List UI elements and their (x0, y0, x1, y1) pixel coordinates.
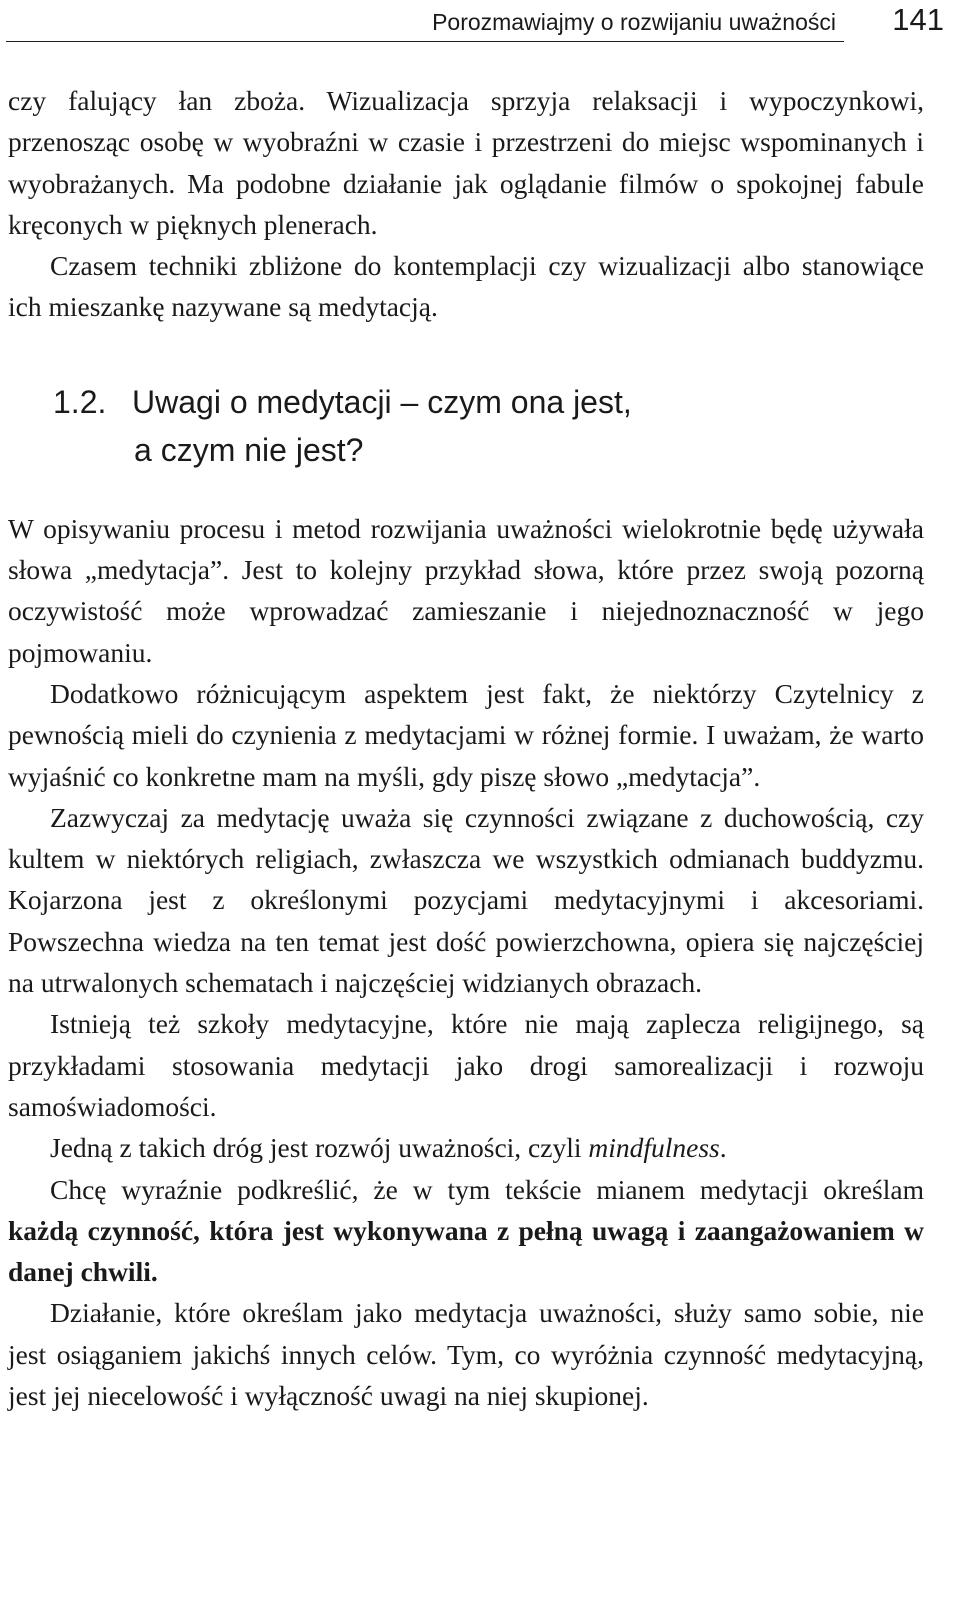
page-number: 141 (892, 2, 944, 37)
paragraph: Działanie, które określam jako medytacja uważności, służy samo sobie, nie jest osiąganiem jakichś innych celów. Tym, co wyróżnia czynność medytacyjną, jest jej niecelowość i wyłączność uwagi na niej skupionej. (8, 1297, 924, 1412)
paragraph: Czasem techniki zbliżone do kontemplacji czy wizualizacji albo stanowiące ich mieszankę nazywane są medytacją. (8, 250, 924, 323)
section-heading (53, 378, 924, 474)
header-rule (6, 41, 844, 42)
running-head (6, 0, 954, 42)
body-text (8, 80, 924, 1416)
bold-definition: każdą czynność, która jest wykonywana z pełną uwagą i zaangażowaniem w danej chwili. (8, 1214, 924, 1288)
paragraph-text: Jedną z takich dróg jest rozwój uważności, czyli (50, 1132, 589, 1164)
paragraph-continuation: czy falujący łan zboża. Wizualizacja sprzyja relaksacji i wypoczynkowi, przenosząc osobę w wyobraźni w czasie i przestrzeni do miejsc wspominanych i wyobrażanych. Ma podobne działanie jak oglądanie filmów o spokojnej fabule kręconych w pięknych plenerach. (8, 85, 924, 240)
paragraph: Zazwyczaj za medytację uważa się czynności związane z duchowością, czy kultem w niektórych religiach, zwłaszcza we wszystkich odmianach buddyzmu. Kojarzona jest z określonymi pozycjami medytacyjnymi i akcesoriami. Powszechna wiedza na ten temat jest dość powierzchowna, opiera się najczęściej na utrwalonych schematach i najczęściej widzianych obrazach. (8, 801, 924, 999)
paragraph-text: Chcę wyraźnie podkreślić, że w tym tekście mianem medytacji określam (50, 1173, 924, 1205)
paragraph: Istnieją też szkoły medytacyjne, które nie mają zaplecza religijnego, są przykładami stosowania medytacji jako drogi samorealizacji i rozwoju samoświadomości. (8, 1008, 924, 1122)
section-title-line1: Uwagi o medytacji – czym ona jest, (132, 383, 632, 420)
paragraph: Dodatkowo różnicującym aspektem jest fakt, że niektórzy Czytelnicy z pewnością mieli do czynienia z medytacjami w różnej formie. I uważam, że warto wyjaśnić co konkretne mam na myśli, gdy piszę słowo „medytacja”. (8, 677, 924, 792)
running-head-title: Porozmawiajmy o rozwijaniu uważności (432, 9, 836, 35)
italic-term: mindfulness (588, 1132, 720, 1164)
paragraph-text-end: . (719, 1132, 727, 1164)
paragraph (8, 1127, 924, 1168)
paragraph (8, 1169, 924, 1293)
section-number: 1.2. (53, 383, 107, 420)
section-title-line2: a czym nie jest? (134, 431, 364, 468)
paragraph: W opisywaniu procesu i metod rozwijania uważności wielokrotnie będę używała słowa „medytacja”. Jest to kolejny przykład słowa, które przez swoją pozorną oczywistość może wprowadzać zamieszanie i niejednoznaczność w jego pojmowaniu. (8, 512, 924, 668)
